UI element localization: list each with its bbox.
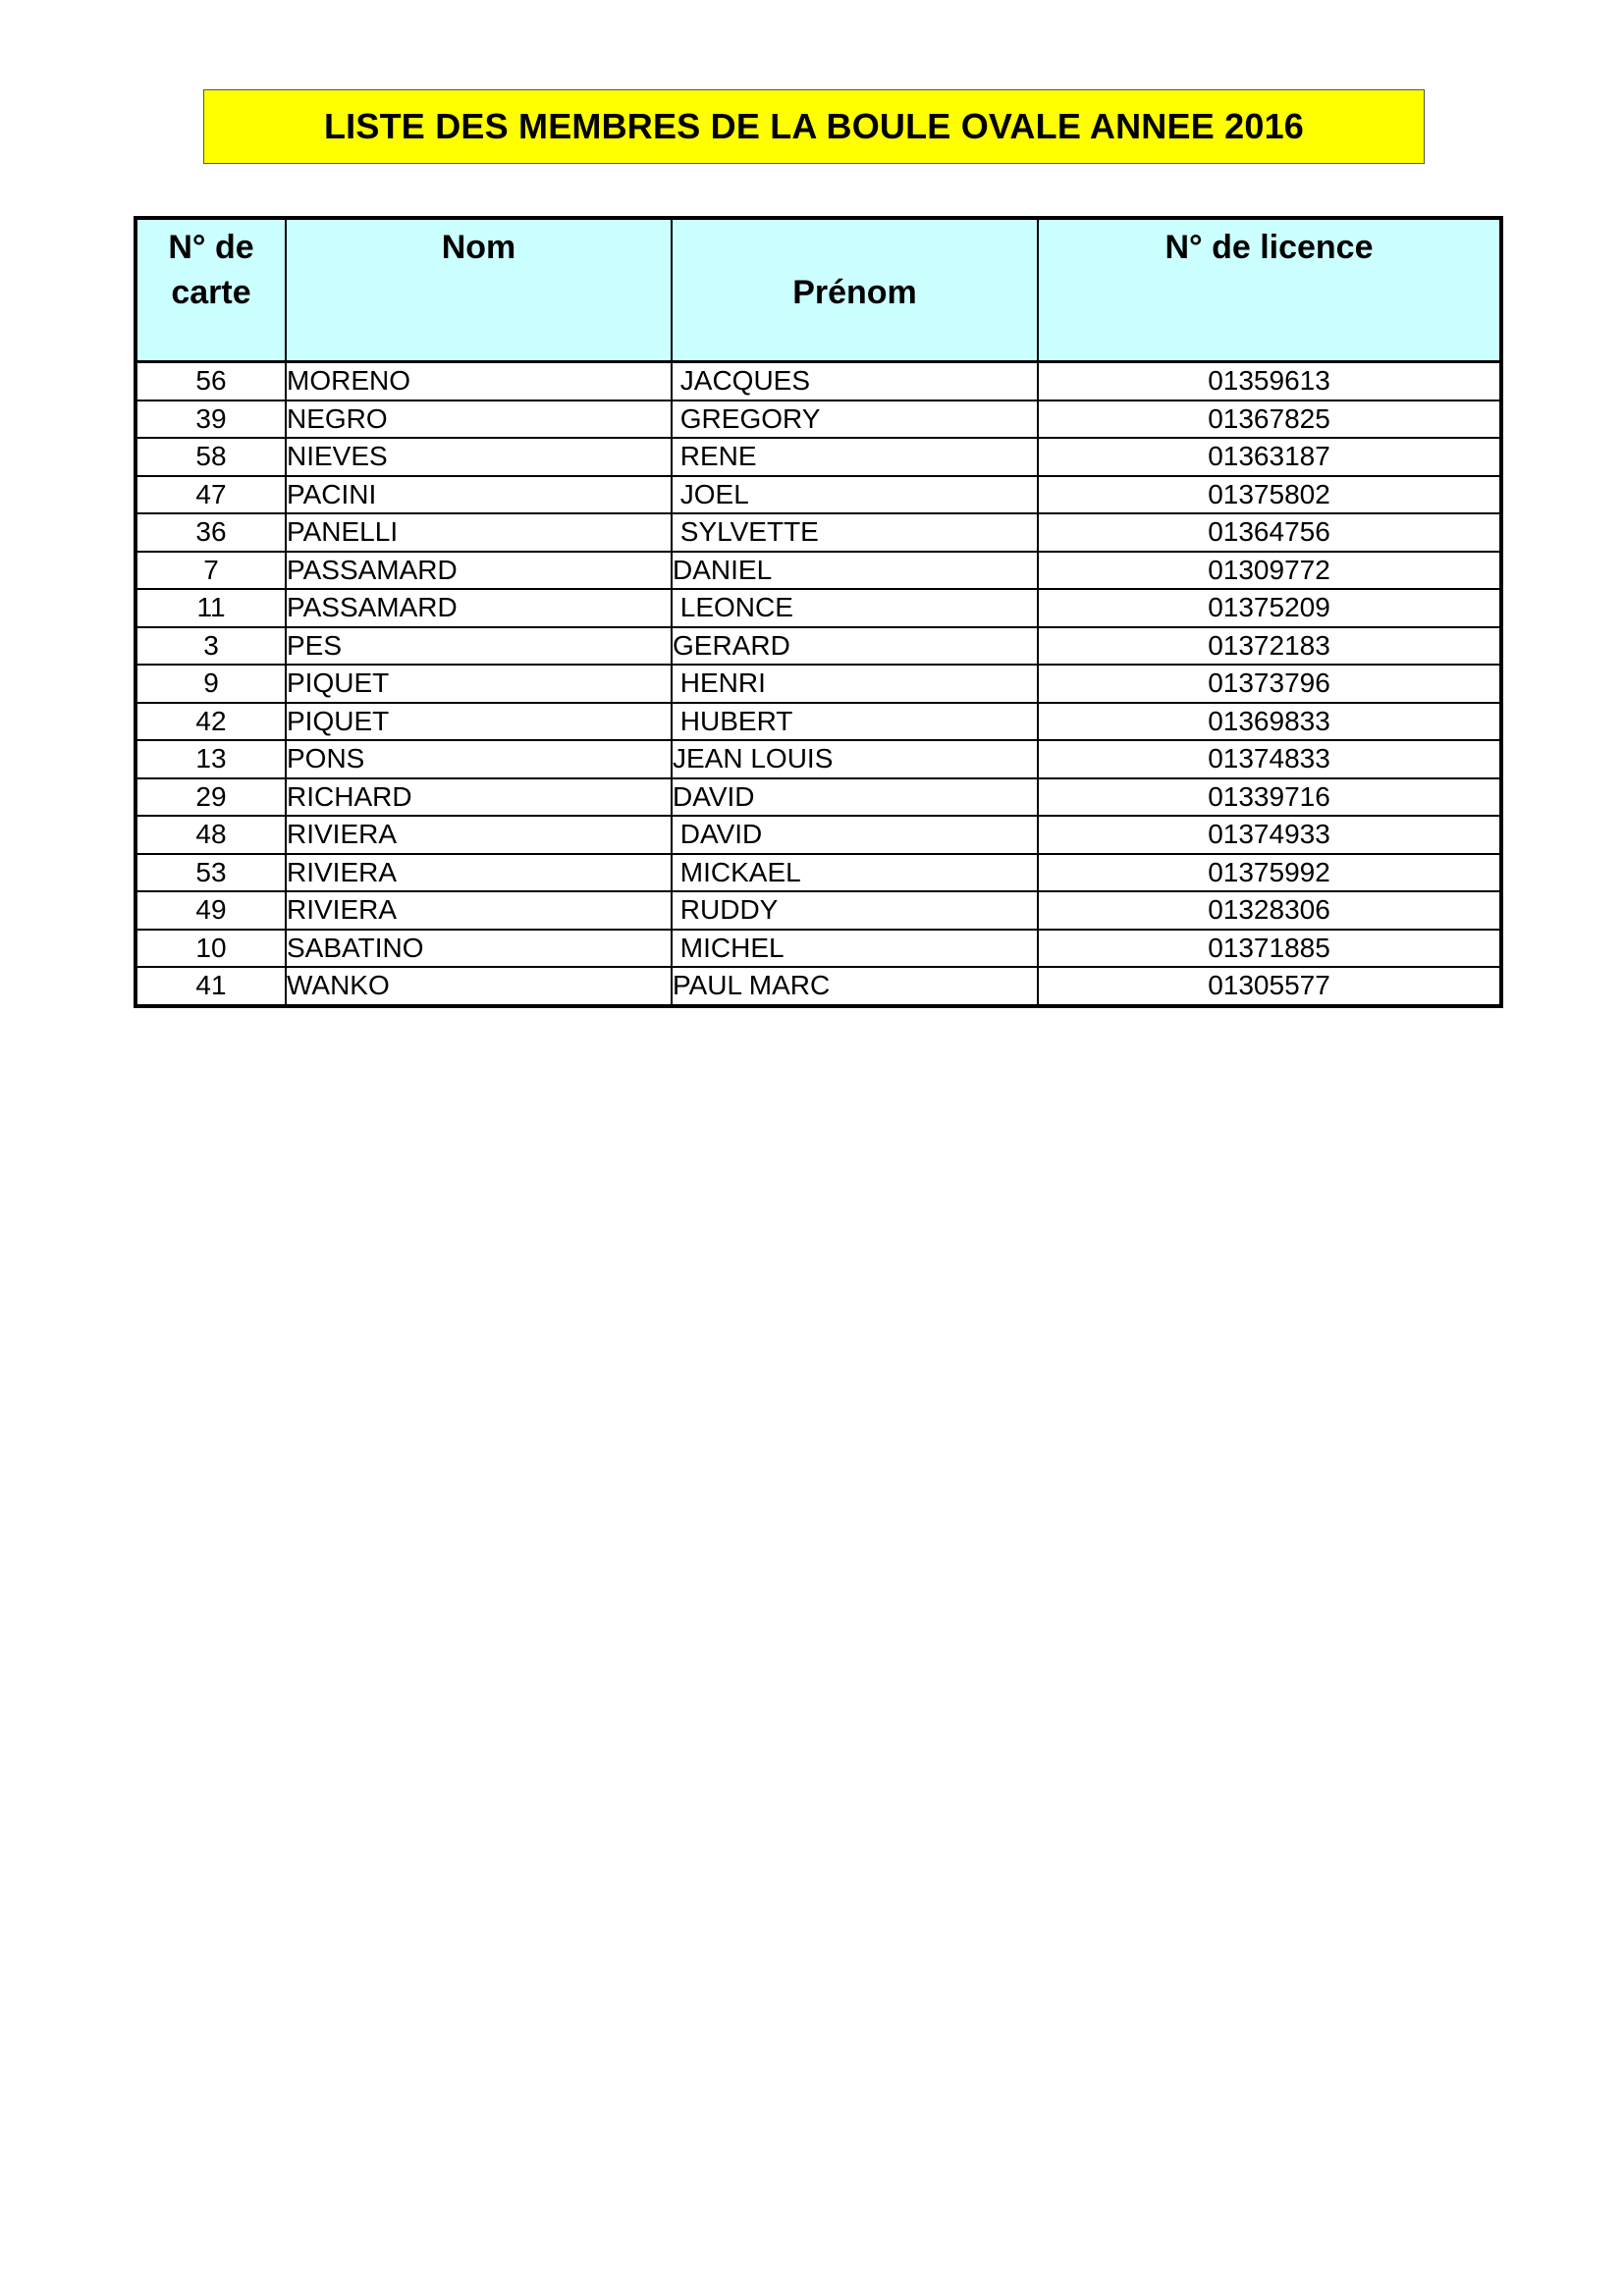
header-carte-line2: carte: [171, 274, 251, 311]
prenom-cell: DAVID: [672, 778, 1038, 817]
carte-cell: 41: [135, 967, 286, 1006]
licence-cell: 01305577: [1038, 967, 1501, 1006]
licence-cell: 01369833: [1038, 703, 1501, 741]
nom-cell: PASSAMARD: [286, 589, 672, 627]
header-nom: [286, 218, 672, 362]
nom-cell: NEGRO: [286, 400, 672, 439]
table-row: [135, 476, 1501, 514]
carte-cell: 7: [135, 552, 286, 590]
licence-cell: 01364756: [1038, 513, 1501, 552]
licence-cell: 01375802: [1038, 476, 1501, 514]
licence-cell: 01374833: [1038, 740, 1501, 778]
header-prenom-label: Prénom: [792, 274, 917, 311]
carte-cell: 10: [135, 930, 286, 968]
prenom-cell: HENRI: [672, 665, 1038, 703]
nom-cell: PASSAMARD: [286, 552, 672, 590]
nom-cell: WANKO: [286, 967, 672, 1006]
carte-cell: 49: [135, 891, 286, 930]
table-row: [135, 438, 1501, 476]
header-prenom: [672, 218, 1038, 362]
prenom-cell: HUBERT: [672, 703, 1038, 741]
carte-cell: 29: [135, 778, 286, 817]
licence-cell: 01373796: [1038, 665, 1501, 703]
nom-cell: PIQUET: [286, 665, 672, 703]
members-table: [134, 216, 1503, 1008]
carte-cell: 56: [135, 362, 286, 400]
carte-cell: 39: [135, 400, 286, 439]
carte-cell: 3: [135, 627, 286, 666]
nom-cell: RICHARD: [286, 778, 672, 817]
licence-cell: 01372183: [1038, 627, 1501, 666]
licence-cell: 01359613: [1038, 362, 1501, 400]
carte-cell: 13: [135, 740, 286, 778]
prenom-cell: PAUL MARC: [672, 967, 1038, 1006]
table-row: [135, 400, 1501, 439]
table-row: [135, 362, 1501, 400]
carte-cell: 48: [135, 816, 286, 854]
prenom-cell: SYLVETTE: [672, 513, 1038, 552]
header-nom-label: Nom: [441, 229, 516, 266]
table-body: [135, 362, 1501, 1006]
header-licence: [1038, 218, 1501, 362]
nom-cell: MORENO: [286, 362, 672, 400]
table-row: [135, 703, 1501, 741]
prenom-cell: JEAN LOUIS: [672, 740, 1038, 778]
licence-cell: 01375992: [1038, 854, 1501, 892]
nom-cell: PACINI: [286, 476, 672, 514]
page-title: LISTE DES MEMBRES DE LA BOULE OVALE ANNEE 2016: [323, 106, 1305, 146]
nom-cell: NIEVES: [286, 438, 672, 476]
prenom-cell: DAVID: [672, 816, 1038, 854]
licence-cell: 01363187: [1038, 438, 1501, 476]
carte-cell: 9: [135, 665, 286, 703]
table-row: [135, 665, 1501, 703]
nom-cell: RIVIERA: [286, 854, 672, 892]
licence-cell: 01309772: [1038, 552, 1501, 590]
table-row: [135, 740, 1501, 778]
prenom-cell: MICHEL: [672, 930, 1038, 968]
carte-cell: 36: [135, 513, 286, 552]
table-row: [135, 930, 1501, 968]
licence-cell: 01375209: [1038, 589, 1501, 627]
header-licence-label: N° de licence: [1164, 229, 1374, 266]
carte-cell: 58: [135, 438, 286, 476]
nom-cell: RIVIERA: [286, 816, 672, 854]
nom-cell: PIQUET: [286, 703, 672, 741]
header-carte-line1: N° de: [168, 229, 254, 266]
prenom-cell: JACQUES: [672, 362, 1038, 400]
nom-cell: SABATINO: [286, 930, 672, 968]
header-carte: [135, 218, 286, 362]
prenom-cell: GREGORY: [672, 400, 1038, 439]
prenom-cell: MICKAEL: [672, 854, 1038, 892]
prenom-cell: JOEL: [672, 476, 1038, 514]
licence-cell: 01339716: [1038, 778, 1501, 817]
carte-cell: 42: [135, 703, 286, 741]
carte-cell: 53: [135, 854, 286, 892]
prenom-cell: RENE: [672, 438, 1038, 476]
licence-cell: 01328306: [1038, 891, 1501, 930]
table-row: [135, 552, 1501, 590]
table-row: [135, 854, 1501, 892]
prenom-cell: LEONCE: [672, 589, 1038, 627]
table-row: [135, 589, 1501, 627]
table-row: [135, 967, 1501, 1006]
licence-cell: 01367825: [1038, 400, 1501, 439]
nom-cell: PES: [286, 627, 672, 666]
table-row: [135, 513, 1501, 552]
nom-cell: PANELLI: [286, 513, 672, 552]
licence-cell: 01371885: [1038, 930, 1501, 968]
table-row: [135, 891, 1501, 930]
table-header-row: [135, 218, 1501, 362]
licence-cell: 01374933: [1038, 816, 1501, 854]
carte-cell: 47: [135, 476, 286, 514]
title-banner: [203, 89, 1425, 164]
nom-cell: PONS: [286, 740, 672, 778]
carte-cell: 11: [135, 589, 286, 627]
prenom-cell: RUDDY: [672, 891, 1038, 930]
table-row: [135, 816, 1501, 854]
prenom-cell: DANIEL: [672, 552, 1038, 590]
table-row: [135, 778, 1501, 817]
table-row: [135, 627, 1501, 666]
nom-cell: RIVIERA: [286, 891, 672, 930]
prenom-cell: GERARD: [672, 627, 1038, 666]
